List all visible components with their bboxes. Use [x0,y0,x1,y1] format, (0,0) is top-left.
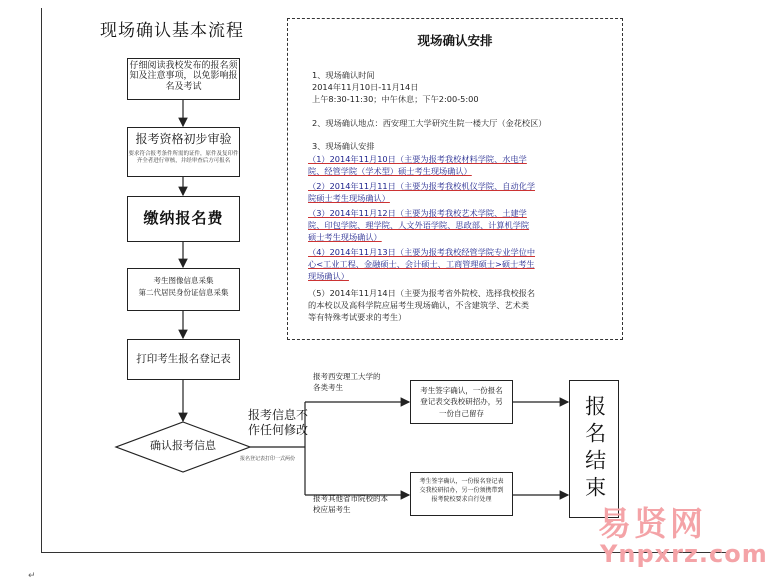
step-qualification-title: 报考资格初步审验 [135,132,232,146]
info-schedule-heading: 3、现场确认安排 [312,141,375,151]
branch-bottom-label: 报考其他省市院校的本校应届考生 [313,494,388,515]
return-mark: ↵ [28,571,36,581]
schedule-2a: （2）2014年11月11日（主要为报考我校机仪学院、自动化学 [308,181,536,191]
info-time-dates: 2014年11月10日-11月14日 [312,82,419,92]
branch-top-label: 报考西安理工大学的各类考生 [313,372,381,392]
schedule-3a: （3）2014年11月12日（主要为报考我校艺术学院、土建学 [308,208,527,218]
step-print-form: 打印考生报名登记表 [127,339,240,380]
schedule-1b: 院、经管学院（学术型）硕士考生现场确认） [308,166,472,176]
watermark-logo-cn: 易贤网 [598,504,706,543]
info-time-hours: 上午8:30-11:30；中午休息；下午2:00-5:00 [312,94,479,104]
flow-title: 现场确认基本流程 [100,21,244,41]
schedule-5c: 等有特殊考试要求的考生） [308,312,407,322]
schedule-4a: （4）2014年11月13日（主要为报考我校经管学院专业学位中 [308,247,536,257]
step-read-notice: 仔细阅读我校发布的报名须知及注意事项，以免影响报名及考试 [127,58,240,100]
end-box: 报名结束 [569,380,619,518]
watermark-logo-en: Ynpxrz.com [600,540,768,568]
info-panel [287,18,623,340]
print-note-label: 报名登记表打印一式两份 [240,456,296,462]
info-location: 2、现场确认地点：西安理工大学研究生院一楼大厅（金花校区） [312,118,547,128]
result-box-top: 考生签字确认，一份报名登记表交我校研招办，另一份自己留存 [410,380,513,424]
step-qualification-note: 要求符合报考条件所需的证件，原件及复印件齐全者进行审核，并经审查后方可报名 [128,150,239,165]
step-info-capture-line1: 考生图像信息采集 [153,276,214,285]
step-qualification-check [127,127,240,177]
schedule-4c: 现场确认） [308,271,349,281]
schedule-2b: 院硕士考生现场确认） [308,193,390,203]
info-time-heading: 1、现场确认时间 [312,70,375,80]
schedule-5b: 的本校以及高科学院应届考生现场确认，不含建筑学、艺术类 [308,300,530,310]
step-pay-fee: 缴纳报名费 [127,196,240,242]
schedule-1a: （1）2014年11月10日（主要为报考我校材料学院、水电学 [308,154,527,164]
no-change-label: 报考信息不作任何修改 [248,408,309,437]
schedule-3c: 硕士考生现场确认） [308,232,382,242]
schedule-3b: 院、印包学院、理学院、人文外语学院、思政部、计算机学院 [308,220,530,230]
info-panel-title: 现场确认安排 [417,33,493,48]
schedule-5a: （5）2014年11月14日（主要为报考省外院校、选择我校报名 [308,288,536,298]
decision-label: 确认报考信息 [150,439,216,452]
step-info-capture [127,268,240,311]
schedule-4b: 心<工业工程、金融硕士、会计硕士、工商管理硕士>硕士考生 [308,259,535,269]
result-box-bottom: 考生签字确认，一份报名登记表交我校研招办，另一份须携带到报考院校要求自行处理 [410,472,513,516]
step-info-capture-line2: 第二代居民身份证信息采集 [138,288,229,297]
